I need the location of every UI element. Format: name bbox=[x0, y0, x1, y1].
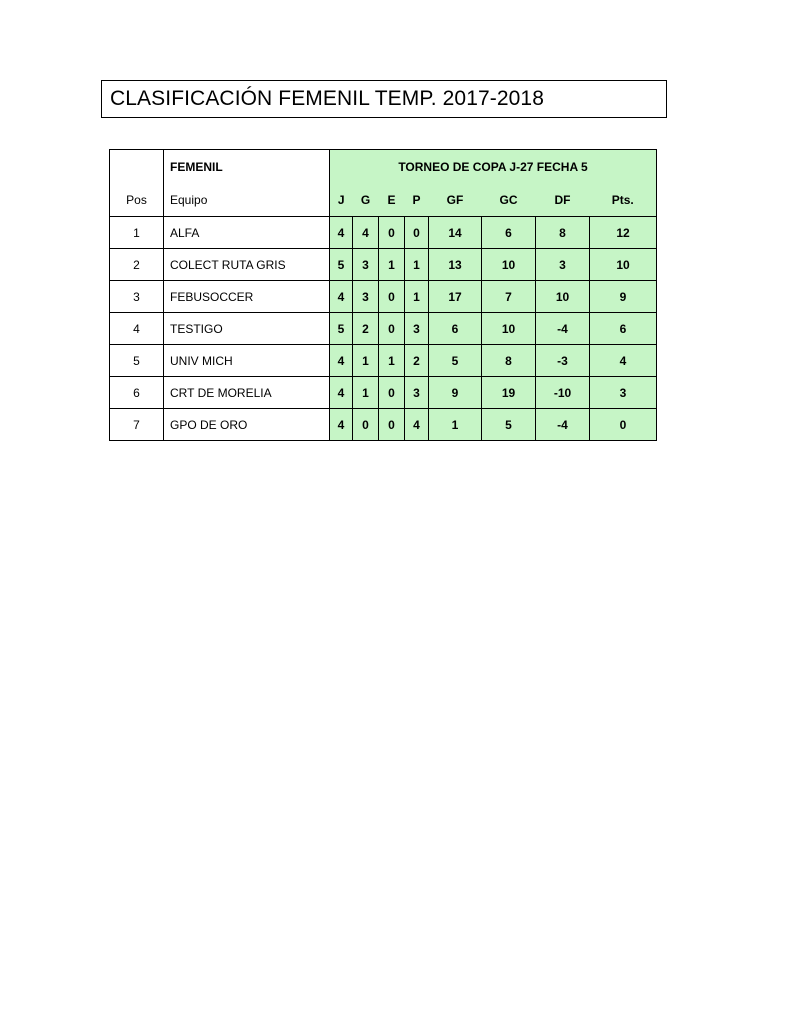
e-cell: 1 bbox=[379, 249, 405, 281]
e-cell: 0 bbox=[379, 281, 405, 313]
j-cell: 4 bbox=[330, 217, 353, 249]
df-cell: -4 bbox=[536, 313, 590, 345]
column-header-j: J bbox=[330, 185, 353, 217]
table-row bbox=[110, 281, 657, 313]
team-cell: GPO DE ORO bbox=[164, 409, 330, 441]
df-cell: -10 bbox=[536, 377, 590, 409]
pts-cell: 0 bbox=[590, 409, 657, 441]
gf-cell: 5 bbox=[429, 345, 482, 377]
pts-cell: 10 bbox=[590, 249, 657, 281]
g-cell: 3 bbox=[353, 249, 379, 281]
pts-cell: 4 bbox=[590, 345, 657, 377]
column-header-pos: Pos bbox=[110, 185, 164, 217]
p-cell: 3 bbox=[405, 377, 429, 409]
pos-cell: 7 bbox=[110, 409, 164, 441]
e-cell: 0 bbox=[379, 217, 405, 249]
gc-cell: 10 bbox=[482, 249, 536, 281]
table-row bbox=[110, 313, 657, 345]
df-cell: 3 bbox=[536, 249, 590, 281]
e-cell: 0 bbox=[379, 409, 405, 441]
pos-cell: 3 bbox=[110, 281, 164, 313]
pts-cell: 3 bbox=[590, 377, 657, 409]
column-header-equipo: Equipo bbox=[164, 185, 330, 217]
table-header-row-1 bbox=[110, 150, 657, 185]
team-cell: TESTIGO bbox=[164, 313, 330, 345]
e-cell: 0 bbox=[379, 313, 405, 345]
p-cell: 1 bbox=[405, 249, 429, 281]
table-row bbox=[110, 345, 657, 377]
p-cell: 4 bbox=[405, 409, 429, 441]
pos-cell: 1 bbox=[110, 217, 164, 249]
team-cell: ALFA bbox=[164, 217, 330, 249]
gf-cell: 14 bbox=[429, 217, 482, 249]
category-label: FEMENIL bbox=[164, 150, 330, 185]
g-cell: 1 bbox=[353, 377, 379, 409]
column-header-p: P bbox=[405, 185, 429, 217]
pos-cell: 4 bbox=[110, 313, 164, 345]
gc-cell: 5 bbox=[482, 409, 536, 441]
team-cell: FEBUSOCCER bbox=[164, 281, 330, 313]
column-header-df: DF bbox=[536, 185, 590, 217]
column-header-g: G bbox=[353, 185, 379, 217]
pts-cell: 9 bbox=[590, 281, 657, 313]
p-cell: 0 bbox=[405, 217, 429, 249]
team-cell: UNIV MICH bbox=[164, 345, 330, 377]
gc-cell: 8 bbox=[482, 345, 536, 377]
g-cell: 0 bbox=[353, 409, 379, 441]
table-row bbox=[110, 217, 657, 249]
page-title: CLASIFICACIÓN FEMENIL TEMP. 2017-2018 bbox=[101, 80, 667, 118]
j-cell: 5 bbox=[330, 313, 353, 345]
column-header-pts: Pts. bbox=[590, 185, 657, 217]
pos-cell: 2 bbox=[110, 249, 164, 281]
gf-cell: 9 bbox=[429, 377, 482, 409]
team-cell: CRT DE MORELIA bbox=[164, 377, 330, 409]
g-cell: 3 bbox=[353, 281, 379, 313]
table-row bbox=[110, 409, 657, 441]
pts-cell: 6 bbox=[590, 313, 657, 345]
df-cell: -4 bbox=[536, 409, 590, 441]
j-cell: 4 bbox=[330, 377, 353, 409]
column-header-e: E bbox=[379, 185, 405, 217]
gf-cell: 17 bbox=[429, 281, 482, 313]
j-cell: 4 bbox=[330, 281, 353, 313]
gf-cell: 1 bbox=[429, 409, 482, 441]
e-cell: 0 bbox=[379, 377, 405, 409]
gc-cell: 10 bbox=[482, 313, 536, 345]
column-header-gf: GF bbox=[429, 185, 482, 217]
gc-cell: 7 bbox=[482, 281, 536, 313]
column-header-gc: GC bbox=[482, 185, 536, 217]
team-cell: COLECT RUTA GRIS bbox=[164, 249, 330, 281]
e-cell: 1 bbox=[379, 345, 405, 377]
standings-table bbox=[109, 149, 657, 441]
gc-cell: 6 bbox=[482, 217, 536, 249]
gc-cell: 19 bbox=[482, 377, 536, 409]
df-cell: -3 bbox=[536, 345, 590, 377]
df-cell: 10 bbox=[536, 281, 590, 313]
pts-cell: 12 bbox=[590, 217, 657, 249]
gf-cell: 13 bbox=[429, 249, 482, 281]
j-cell: 5 bbox=[330, 249, 353, 281]
pos-cell: 6 bbox=[110, 377, 164, 409]
j-cell: 4 bbox=[330, 345, 353, 377]
g-cell: 1 bbox=[353, 345, 379, 377]
gf-cell: 6 bbox=[429, 313, 482, 345]
p-cell: 3 bbox=[405, 313, 429, 345]
tournament-label: TORNEO DE COPA J-27 FECHA 5 bbox=[330, 150, 657, 185]
df-cell: 8 bbox=[536, 217, 590, 249]
table-row bbox=[110, 377, 657, 409]
j-cell: 4 bbox=[330, 409, 353, 441]
p-cell: 1 bbox=[405, 281, 429, 313]
pos-cell: 5 bbox=[110, 345, 164, 377]
table-row bbox=[110, 249, 657, 281]
p-cell: 2 bbox=[405, 345, 429, 377]
blank-cell bbox=[110, 150, 164, 185]
table-header-row-2 bbox=[110, 185, 657, 217]
g-cell: 2 bbox=[353, 313, 379, 345]
g-cell: 4 bbox=[353, 217, 379, 249]
